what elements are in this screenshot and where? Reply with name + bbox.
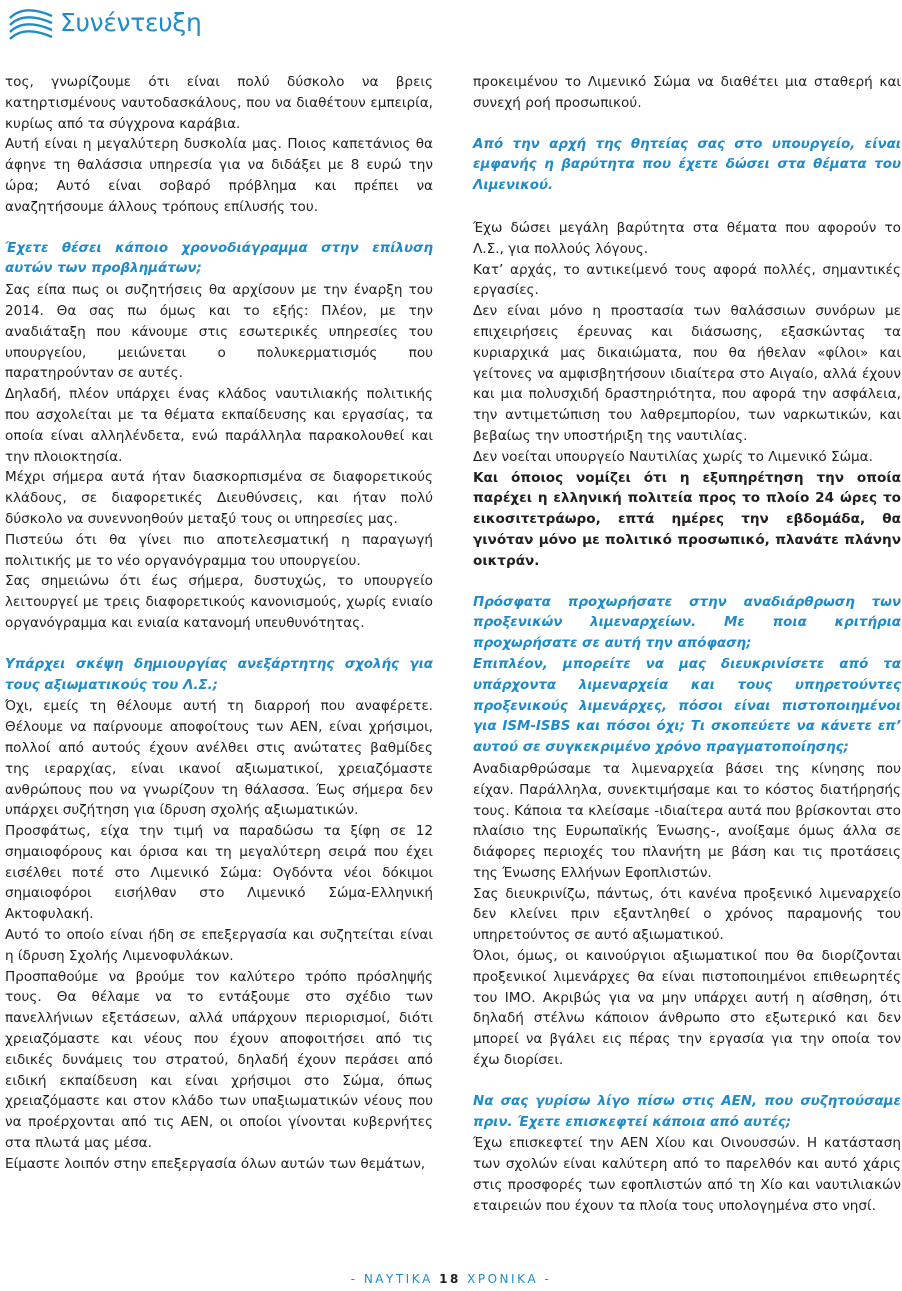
answer-paragraph: Κατ’ αρχάς, το αντικείμενό τους αφορά πολλές, σημαντικές εργασίες. [473,261,901,299]
paragraph-spacer [473,1071,901,1092]
answer-paragraph: Αυτό το οποίο είναι ήδη σε επεξεργασία και συζητείται είναι η ίδρυση Σχολής Λιμενοφυλάκων. [5,927,433,964]
answer-paragraph: Δεν νοείται υπουργείο Ναυτιλίας χωρίς το Λιμενικό Σώμα. [473,448,873,465]
paragraph-spacer [473,197,901,218]
interview-question: Να σας γυρίσω λίγο πίσω στις ΑΕΝ, που συζητούσαμε πριν. Έχετε επισκεφτεί κάποια από αυτές; [473,1093,901,1130]
left-column [5,72,433,1175]
answer-paragraph: Πιστεύω ότι θα γίνει πιο αποτελεσματική η παραγωγή πολιτικής με το νέο οργανόγραμμα του υπουργείου. [5,531,433,569]
paragraph-spacer [5,634,433,655]
answer-paragraph: Σας σημειώνω ότι έως σήμερα, δυστυχώς, το υπουργείο λειτουργεί με τρεις διαφορετικούς κανονισμούς, χωρίς ενιαίο οργανόγραμμα και ενιαία κατανομή υπευθυνότητας. [5,573,433,631]
interview-question: Από την αρχή της θητείας σας στο υπουργείο, είναι εμφανής η βαρύτητα που έχετε δώσει στα θέματα του Λιμενικού. [473,136,901,194]
waves-logo-icon [8,6,54,46]
section-title: Συνέντευξη [60,8,202,37]
answer-paragraph: Όχι, εμείς τη θέλουμε αυτή τη διαρροή που αναφέρετε. Θέλουμε να παίρνουμε αποφοίτους των ΑΕΝ, είναι χρήσιμοι, πολλοί από αυτούς έχουν ανέλθει στις ανώτατες βαθμίδες της ιεραρχίας, είναι ικανοί αξιωματικοί, χρειαζόμαστε ανθρώπους που να γνωρίζουν τη θάλασσα. Έως σήμερα δεν υπάρχει συζήτηση για ίδρυση σχολής αξιωματικών. [5,698,433,819]
answer-paragraph: Προσφάτως, είχα την τιμή να παραδώσω τα ξίφη σε 12 σημαιοφόρους και όρισα και τη μεγαλύτερη σειρά που έχει εισέλθει ποτέ στο Λιμενικό Σώμα: Ογδόντα νέοι δόκιμοι σημαιοφόροι εισήλθαν στο Λιμενικό Σώμα-Ελληνική Ακτοφυλακή. [5,823,433,923]
interview-question: Επιπλέον, μπορείτε να μας διευκρινίσετε από τα υπάρχοντα λιμεναρχεία και τους υπηρετούντες προξενικούς λιμενάρχες, πόσοι είναι πιστοποιημένοι για ISM-ISBS και πόσοι όχι; Τι σκοπεύετε να κάνετε επ’ αυτού σε συγκεκριμένο χρόνο πραγματοποίησης; [473,656,901,756]
interview-question: Έχετε θέσει κάποιο χρονοδιάγραμμα στην επίλυση αυτών των προβλημάτων; [5,240,433,277]
paragraph-spacer [473,114,901,135]
interview-question: Υπάρχει σκέψη δημιουργίας ανεξάρτητης σχολής για τους αξιωματικούς του Λ.Σ.; [5,656,433,693]
answer-paragraph: Έχω επισκεφτεί την ΑΕΝ Χίου και Οινουσσών. Η κατάσταση των σχολών είναι καλύτερη από το παρελθόν και αυτό χάρις στις προσφορές των εφοπλιστών από τη Χίο και ναυτιλιακών εταιρειών που έχουν τα πλοία τους υπολογημένα στο νησί. [473,1135,901,1214]
footer-magazine-right: ΧΡΟΝΙΚΑ - [467,1272,552,1286]
page-number: 18 [439,1272,461,1286]
page-footer [0,1272,902,1286]
paragraph-spacer [473,572,901,593]
emphasized-paragraph: Και όποιος νομίζει ότι η εξυπηρέτηση την οποία παρέχει η ελληνική πολιτεία προς το πλοίο 24 ώρες το εικοσιτετράωρο, επτά ημέρες την εβδομάδα, θα γινόταν μόνο με πολιτικό προσωπικό, πλανάτε πλάνην οικτράν. [473,469,901,569]
right-column [473,72,901,1217]
answer-paragraph: Όλοι, όμως, οι καινούργιοι αξιωματικοί που θα διορίζονται προξενικοί λιμενάρχες θα είναι πιστοποιημένοι επιθεωρητές του ΙΜΟ. Ακριβώς για να μην υπάρχει αυτή η αίσθηση, ότι δηλαδή στέλνω κάποιον άνθρωπο στο εξωτερικό και δεν μπορεί να βγάλει εις πέρας την εργασία για την οποία τον έχω διορίσει. [473,948,901,1069]
answer-paragraph: Μέχρι σήμερα αυτά ήταν διασκορπισμένα σε διαφορετικούς κλάδους, σε διαφορετικές Διευθύνσεις, και ήταν πολύ δύσκολο να συνεννοηθούν μεταξύ τους οι υπηρεσίες μας. [5,469,433,527]
paragraph-spacer [5,218,433,239]
answer-paragraph: Σας είπα πως οι συζητήσεις θα αρχίσουν με την έναρξη του 2014. Θα σας πω όμως και το εξής: Πλέον, με την αναδιάταξη που κάνουμε στις εσωτερικές υπηρεσίες του υπουργείου, μειώνεται ο πολυκερματισμός που παρατηρούνταν σε αυτές. [5,282,433,382]
section-header [0,0,902,50]
answer-paragraph: Είμαστε λοιπόν στην επεξεργασία όλων αυτών των θεμάτων, [5,1155,426,1172]
answer-paragraph: Αναδιαρθρώσαμε τα λιμεναρχεία βάσει της κίνησης που είχαν. Παράλληλα, συνεκτιμήσαμε και το κόστος διατήρησής τους. Κάποια τα κλείσαμε -ιδιαίτερα αυτά που βρίσκονται στο πλαίσιο της Ευρωπαϊκής Ένωσης-, ανοίξαμε όμως άλλα σε διάφορες περιοχές του πλανήτη με βάση και τις προτάσεις της Ένωσης Ελλήνων Εφοπλιστών. [473,760,901,881]
answer-paragraph: Προσπαθούμε να βρούμε τον καλύτερο τρόπο πρόσληψής τους. Θα θέλαμε να το εντάξουμε στο σχέδιο των πανελλήνιων εξετάσεων, αλλά υπάρχουν περιορισμοί, διότι χρειαζόμαστε και νέους που έχουν αποφοιτήσει από τις ειδικές δυνάμεις του στρατού, δηλαδή έχουν περάσει από ειδική εκπαίδευση και είναι χρήσιμοι στο Σώμα, όπως χρειαζόμαστε και στον κλάδο των υπαξιωματικών νέους που να προέρχονται από τις ΑΕΝ, οι οποίοι γίνονται κυβερνήτες στα πλωτά μας μέσα. [5,968,433,1152]
answer-paragraph: Έχω δώσει μεγάλη βαρύτητα στα θέματα που αφορούν το Λ.Σ., για πολλούς λόγους. [473,219,901,257]
footer-magazine-left: - ΝΑΥΤΙΚΑ [350,1272,433,1286]
answer-paragraph: προκειμένου το Λιμενικό Σώμα να διαθέτει μια σταθερή και συνεχή ροή προσωπικού. [473,74,901,111]
answer-paragraph: τος, γνωρίζουμε ότι είναι πολύ δύσκολο να βρεις κατηρτισμένους ναυτοδασκάλους, που να διαθέτουν εμπειρία, κυρίως από τα σύγχρονα καράβια. [5,74,433,132]
interview-question: Πρόσφατα προχωρήσατε στην αναδιάρθρωση των προξενικών λιμεναρχείων. Με ποια κριτήρια προχωρήσατε σε αυτή την απόφαση; [473,594,901,652]
answer-paragraph: Σας διευκρινίζω, πάντως, ότι κανένα προξενικό λιμεναρχείο δεν κλείνει πριν εξαντληθεί ο χρόνος παραμονής του υπηρετούντος σε αυτό αξιωματικού. [473,885,901,944]
answer-paragraph: Αυτή είναι η μεγαλύτερη δυσκολία μας. Ποιος καπετάνιος θα άφηνε τη θαλάσσια υπηρεσία για να διδάξει με 8 ευρώ την ώρα; Αυτό είναι σοβαρό πρόβλημα και πρέπει να αναζητήσουμε άλλους τρόπους επίλυσής του. [5,136,433,215]
answer-paragraph: Δηλαδή, πλέον υπάρχει ένας κλάδος ναυτιλιακής πολιτικής που ασχολείται με τα θέματα εκπαίδευσης και εργασίας, τα οποία είναι αλληλένδετα, ενώ παράλληλα παρακολουθεί και την πλοιοκτησία. [5,386,433,465]
answer-paragraph: Δεν είναι μόνο η προστασία των θαλάσσιων συνόρων με επιχειρήσεις έρευνας και διάσωσης, εξασκώντας τα κυριαρχικά μας δικαιώματα, που θα ήθελαν «φίλοι» και γείτονες να αμφισβητήσουν ιδιαίτερα στο Αιγαίο, αλλά έχουν και μια πολυσχιδή δραστηριότητα, που αφορά την ασφάλεια, την αντιμετώπιση του λαθρεμπορίου, των ναρκωτικών, και βεβαίως την υποστήριξη της ναυτιλίας. [473,303,901,444]
